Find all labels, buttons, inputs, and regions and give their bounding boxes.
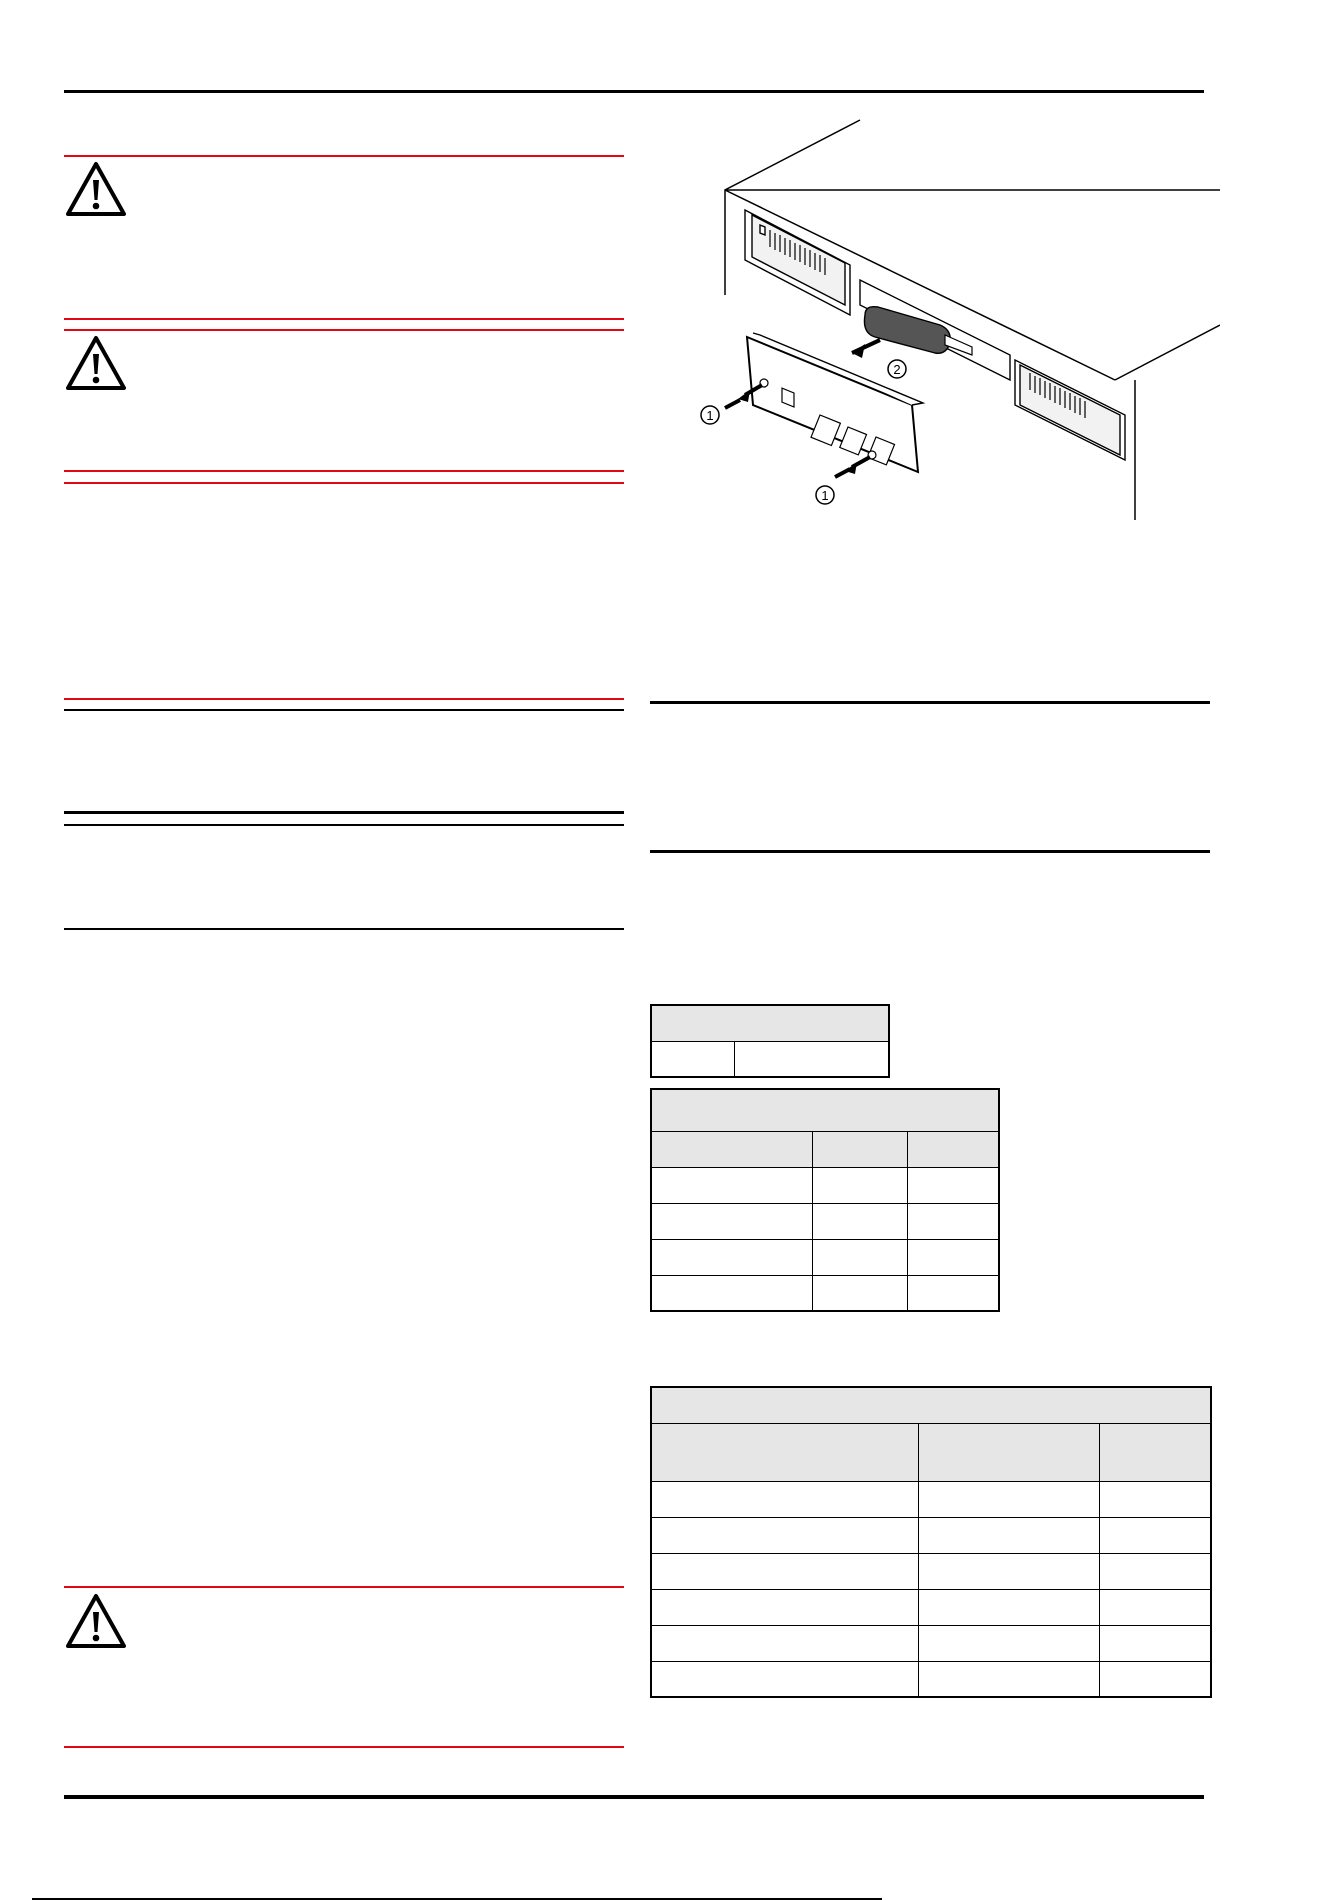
table-row — [651, 1481, 1211, 1517]
table-cell — [908, 1167, 1000, 1203]
warning-triangle-icon — [64, 334, 128, 392]
table-cell — [1100, 1589, 1212, 1625]
svg-text:2: 2 — [893, 362, 901, 377]
table-header-cell — [908, 1131, 1000, 1167]
warning-3-top-rule — [64, 1586, 624, 1588]
warning-3-bottom-rule — [64, 1746, 624, 1748]
table-small — [650, 1004, 890, 1078]
table-cell — [813, 1203, 908, 1239]
table-header-cell — [813, 1131, 908, 1167]
table-cell — [919, 1625, 1100, 1661]
table-cell — [908, 1275, 1000, 1311]
table-header-cell — [651, 1423, 919, 1481]
table-row — [651, 1553, 1211, 1589]
table-cell — [1100, 1553, 1212, 1589]
table-cell — [651, 1167, 813, 1203]
module-removal-illustration — [700, 115, 1220, 535]
table-cell — [651, 1625, 919, 1661]
table-cell — [813, 1167, 908, 1203]
table-header-cell — [919, 1423, 1100, 1481]
table-row — [651, 1275, 999, 1311]
table-row — [651, 1517, 1211, 1553]
warning-2-bottom-rule — [64, 470, 624, 472]
table-large — [650, 1386, 1212, 1698]
table-cell — [919, 1517, 1100, 1553]
warning-1-bottom-rule — [64, 318, 624, 320]
footer-rule — [64, 1795, 1204, 1799]
svg-text:1: 1 — [821, 488, 829, 503]
table-row — [651, 1239, 999, 1275]
table-row — [651, 1589, 1211, 1625]
table-header-cell — [651, 1005, 889, 1041]
table-cell — [651, 1517, 919, 1553]
table-cell — [735, 1041, 890, 1077]
table-cell — [1100, 1661, 1212, 1697]
table-cell — [651, 1553, 919, 1589]
table-row — [651, 1661, 1211, 1697]
table-header-cell — [1100, 1423, 1212, 1481]
table-cell — [908, 1239, 1000, 1275]
warning-2-top-rule — [64, 329, 624, 331]
table-row — [651, 1203, 999, 1239]
table-cell — [908, 1203, 1000, 1239]
table-cell — [919, 1589, 1100, 1625]
table-cell — [813, 1275, 908, 1311]
info-2-bottom-rule — [64, 928, 624, 930]
info-1-bottom-rule — [64, 811, 624, 814]
table-cell — [1100, 1517, 1212, 1553]
warning-triangle-icon — [64, 1592, 128, 1650]
table-cell — [1100, 1625, 1212, 1661]
table-cell — [1100, 1481, 1212, 1517]
table-cell — [651, 1239, 813, 1275]
table-cell — [651, 1041, 735, 1077]
warning-triangle-icon — [64, 160, 128, 218]
table-cell — [651, 1275, 813, 1311]
table-row — [651, 1167, 999, 1203]
svg-text:1: 1 — [706, 408, 714, 423]
table-cell — [651, 1481, 919, 1517]
table-cell — [919, 1553, 1100, 1589]
section-rule-2 — [650, 850, 1210, 853]
table-cell — [919, 1661, 1100, 1697]
warning-1-top-rule — [64, 155, 624, 157]
table-cell — [651, 1589, 919, 1625]
header-rule — [64, 90, 1204, 93]
note-1-top-rule — [64, 482, 624, 484]
table-header-cell — [651, 1131, 813, 1167]
table-cell — [651, 1661, 919, 1697]
info-1-top-rule — [64, 709, 624, 711]
table-cell — [813, 1239, 908, 1275]
table-cell — [919, 1481, 1100, 1517]
table-header-cell — [651, 1089, 999, 1131]
table-cell — [651, 1203, 813, 1239]
table-header-cell — [651, 1387, 1211, 1423]
note-1-bottom-rule — [64, 698, 624, 700]
table-row — [651, 1625, 1211, 1661]
table-medium — [650, 1088, 1000, 1312]
info-2-top-rule — [64, 824, 624, 826]
section-rule-1 — [650, 701, 1210, 704]
